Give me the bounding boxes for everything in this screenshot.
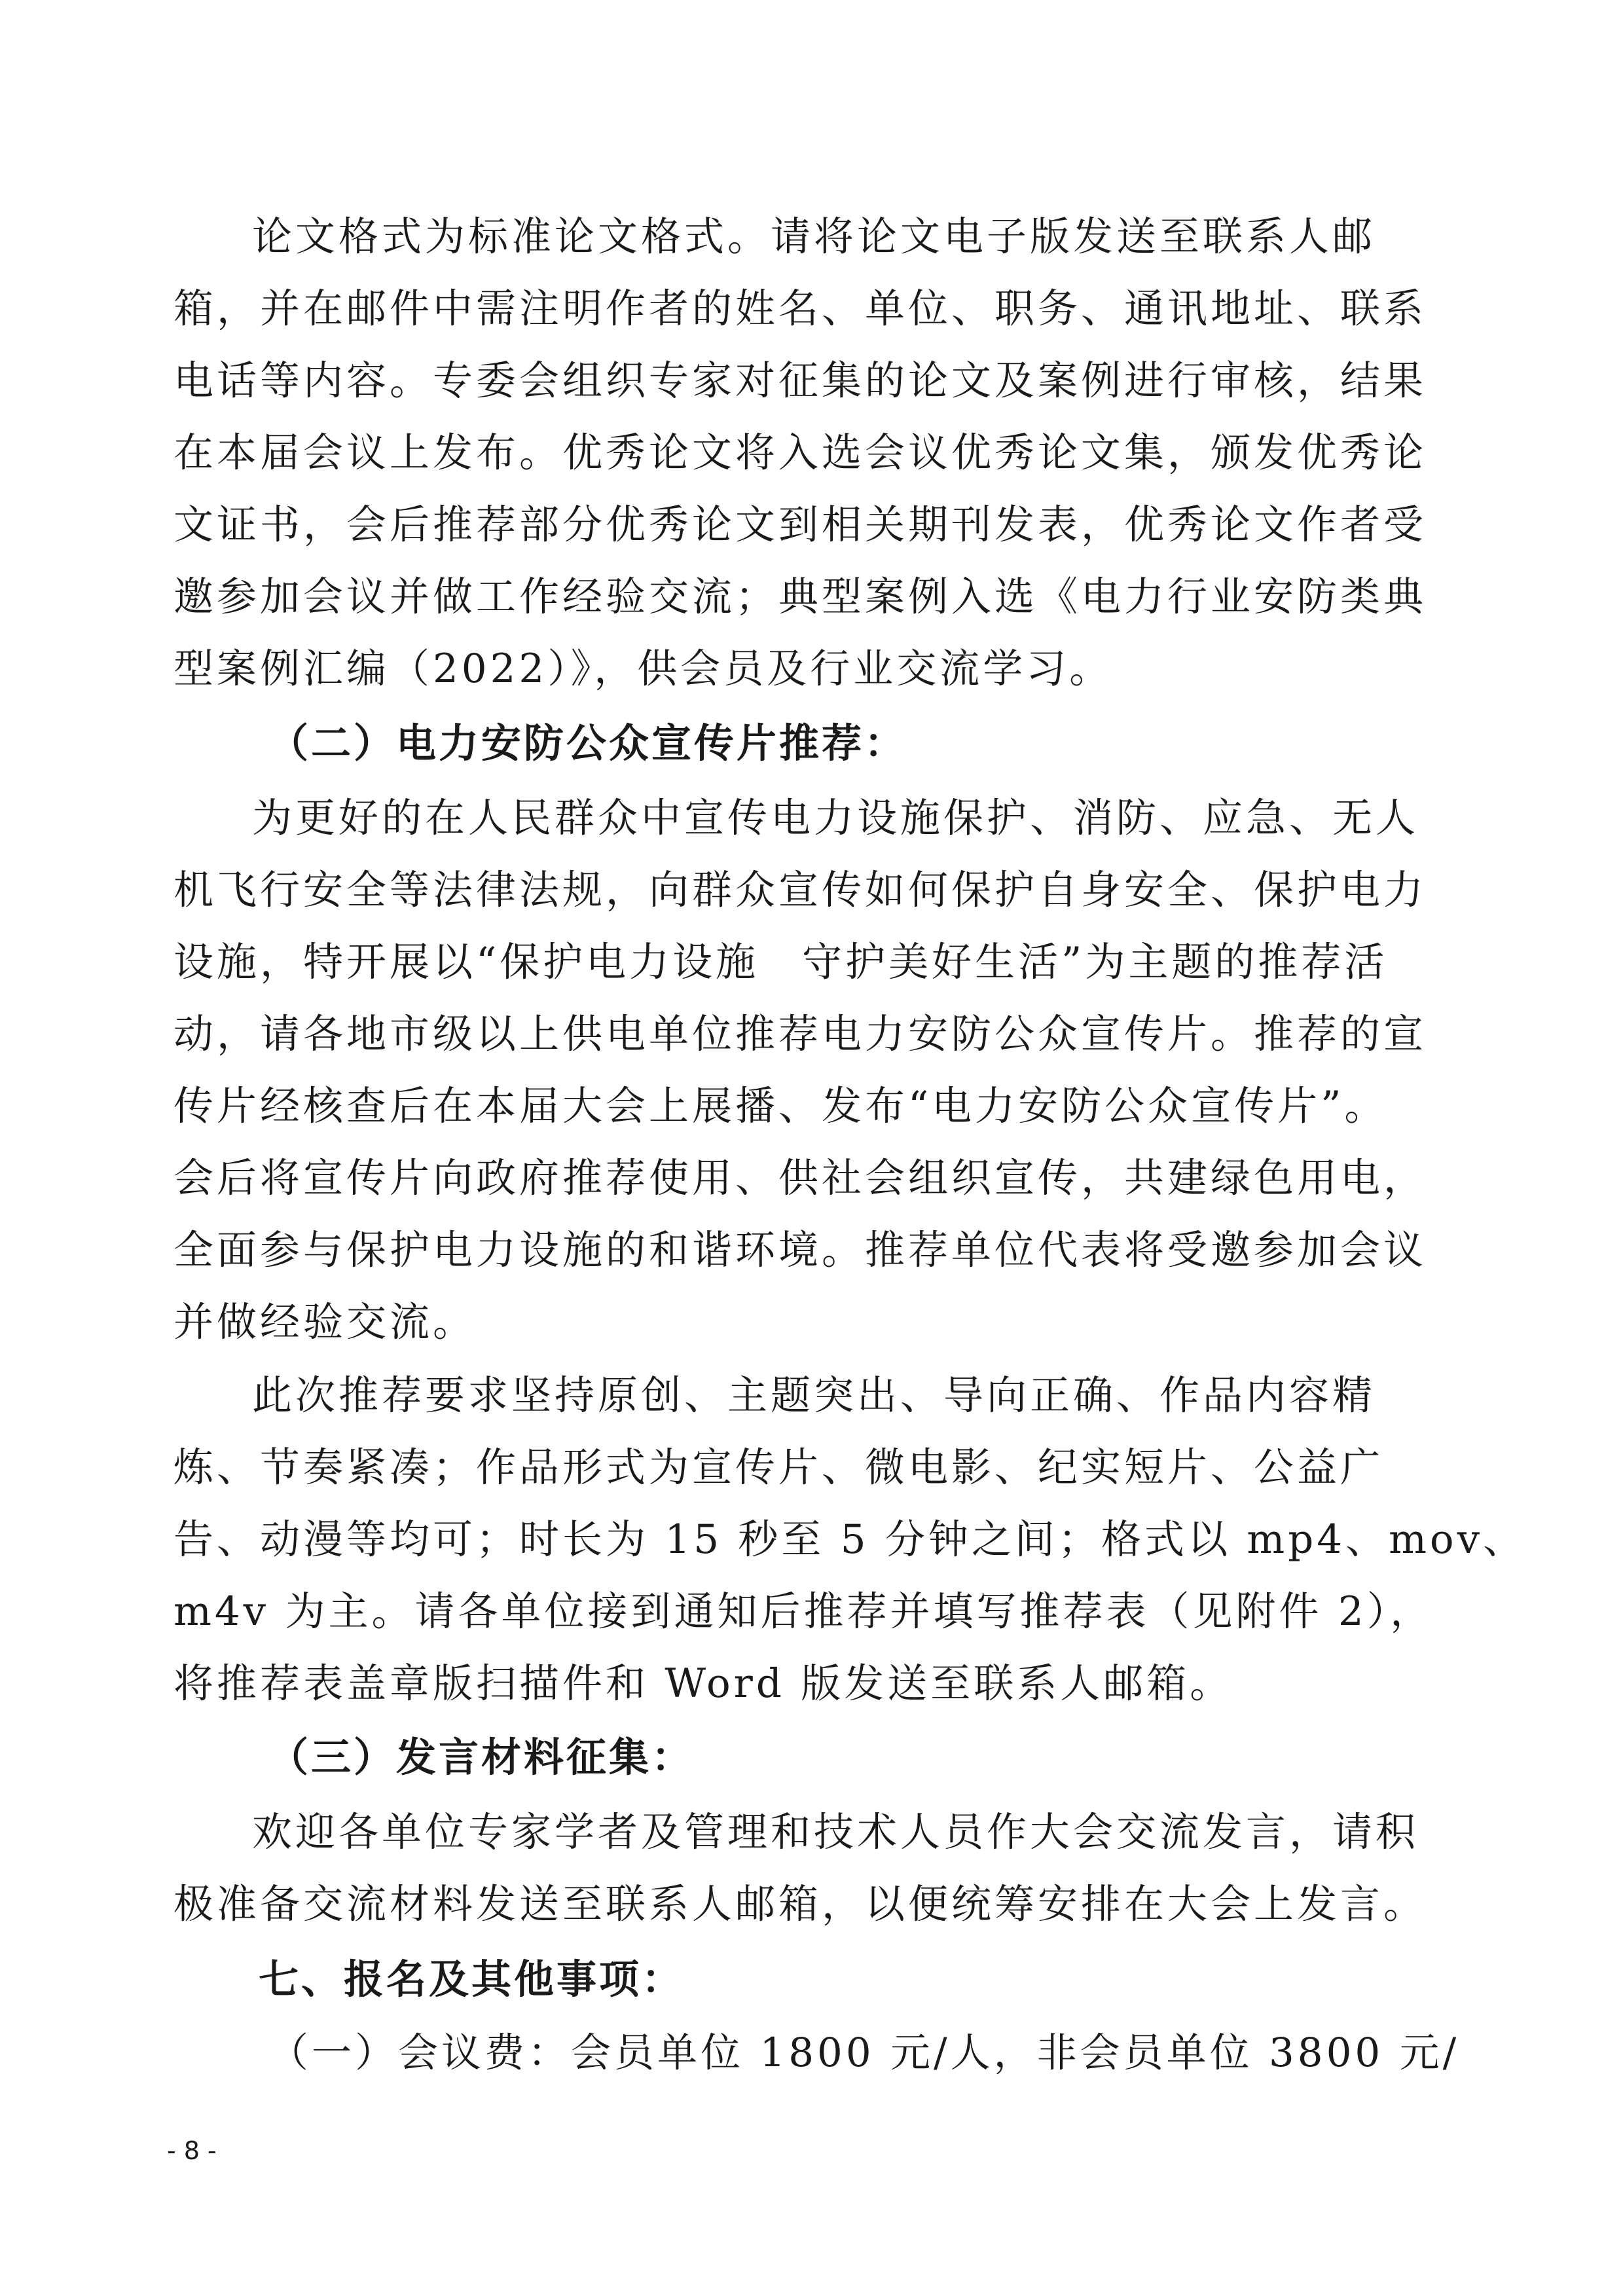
paragraph-line: 箱，并在邮件中需注明作者的姓名、单位、职务、通讯地址、联系 (173, 285, 1427, 332)
paragraph-line: 邀参加会议并做工作经验交流；典型案例入选《电力行业安防类典 (173, 574, 1427, 620)
paragraph-line: 传片经核查后在本届大会上展播、发布“电力安防公众宣传片”。 (173, 1083, 1388, 1129)
paragraph-line: 欢迎各单位专家学者及管理和技术人员作大会交流发言，请积 (252, 1809, 1419, 1855)
paragraph-line: 设施，特开展以“保护电力设施 守护美好生活”为主题的推荐活 (173, 939, 1388, 985)
paragraph-line: 电话等内容。专委会组织专家对征集的论文及案例进行审核，结果 (173, 357, 1427, 404)
paragraph-line: 为更好的在人民群众中宣传电力设施保护、消防、应急、无人 (252, 795, 1419, 841)
meeting-fee-line: （一）会议费：会员单位 1800 元/人，非会员单位 3800 元/ (268, 2030, 1460, 2076)
paragraph-line: 论文格式为标准论文格式。请将论文电子版发送至联系人邮 (252, 213, 1376, 260)
paragraph-line: 此次推荐要求坚持原创、主题突出、导向正确、作品内容精 (252, 1372, 1376, 1419)
paragraph-line: 极准备交流材料发送至联系人邮箱，以便统筹安排在大会上发言。 (173, 1881, 1427, 1927)
paragraph-line: 文证书，会后推荐部分优秀论文到相关期刊发表，优秀论文作者受 (173, 501, 1427, 548)
paragraph-line: 动，请各地市级以上供电单位推荐电力安防公众宣传片。推荐的宣 (173, 1011, 1427, 1057)
paragraph-line: 炼、节奏紧凑；作品形式为宣传片、微电影、纪实短片、公益广 (173, 1444, 1384, 1491)
paragraph-line: 会后将宣传片向政府推荐使用、供社会组织宣传，共建绿色用电， (173, 1155, 1427, 1201)
paragraph-line: 机飞行安全等法律法规，向群众宣传如何保护自身安全、保护电力 (173, 867, 1427, 913)
section-heading-registration: 七、报名及其他事项： (259, 1956, 685, 2003)
paragraph-line: 型案例汇编（2022）》，供会员及行业交流学习。 (173, 646, 1113, 692)
paragraph-line: m4v 为主。请各单位接到通知后推荐并填写推荐表（见附件 2）， (173, 1588, 1434, 1635)
paragraph-line: 在本届会议上发布。优秀论文将入选会议优秀论文集，颁发优秀论 (173, 429, 1427, 476)
section-heading-speech-materials: （三）发言材料征集： (268, 1734, 695, 1781)
paragraph-line: 全面参与保护电力设施的和谐环境。推荐单位代表将受邀参加会议 (173, 1227, 1427, 1273)
section-heading-promo-video: （二）电力安防公众宣传片推荐： (268, 720, 907, 767)
paragraph-line: 告、动漫等均可；时长为 15 秒至 5 分钟之间；格式以 mp4、mov、 (173, 1516, 1527, 1563)
paragraph-line: 将推荐表盖章版扫描件和 Word 版发送至联系人邮箱。 (173, 1660, 1233, 1707)
paragraph-line: 并做经验交流。 (173, 1299, 477, 1345)
page-number: - 8 - (167, 2136, 217, 2165)
